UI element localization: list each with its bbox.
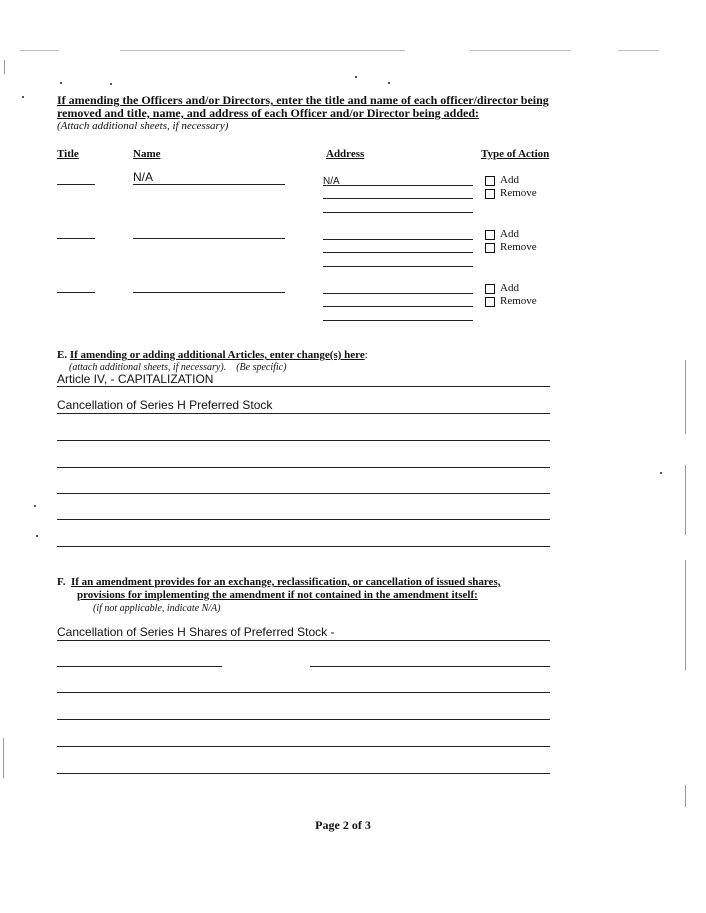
remove-label: Remove (500, 187, 537, 199)
column-header-title: Title (57, 148, 79, 160)
add-checkbox[interactable] (485, 284, 495, 294)
section-d-note: (Attach additional sheets, if necessary) (57, 120, 229, 132)
section-f-heading-text: If an amendment provides for an exchange, reclassification, or cancellation of issued shares, (70, 576, 501, 588)
scan-artifact-line (20, 50, 58, 51)
provision-rule-2b (310, 666, 550, 667)
scan-artifact-line (470, 50, 570, 51)
officer-address-line-3 (323, 320, 473, 321)
article-rule-5 (57, 493, 550, 494)
remove-checkbox[interactable] (485, 189, 495, 199)
scan-artifact-dot (60, 82, 62, 84)
remove-checkbox[interactable] (485, 297, 495, 307)
remove-label: Remove (500, 241, 537, 253)
column-header-type-of-action: Type of Action (481, 148, 550, 160)
officer-title-line (57, 292, 95, 293)
officer-name-field[interactable]: N/A (133, 170, 154, 184)
section-e-colon: : (364, 349, 368, 361)
article-line-2[interactable]: Cancellation of Series H Preferred Stock (57, 398, 273, 412)
section-e-heading-text: If amending or adding additional Articles, enter change(s) here (69, 349, 365, 361)
scan-artifact-mark (4, 60, 5, 74)
scan-artifact-line (120, 50, 405, 51)
scan-artifact-dot (34, 505, 36, 507)
section-f-heading-line2: provisions for implementing the amendment if not contained in the amendment itself: (77, 589, 478, 601)
provision-rule-5 (57, 746, 550, 747)
provision-rule-1 (57, 640, 550, 641)
remove-checkbox[interactable] (485, 243, 495, 253)
section-f-label: F. (57, 576, 66, 588)
officer-title-field[interactable] (57, 279, 95, 292)
provision-rule-6 (57, 773, 550, 774)
provision-rule-3 (57, 692, 550, 693)
scan-artifact-dot (22, 96, 24, 98)
remove-label: Remove (500, 295, 537, 307)
officer-address-line-1 (323, 293, 473, 294)
officer-title-line (57, 238, 95, 239)
officer-address-line-3 (323, 266, 473, 267)
officer-name-line (133, 292, 285, 293)
scan-artifact-dot (110, 83, 112, 85)
officer-title-field[interactable] (57, 171, 95, 184)
scan-artifact-dot (355, 76, 357, 78)
officer-address-line-1 (323, 239, 473, 240)
scan-artifact-dot (660, 472, 662, 474)
page-number: Page 2 of 3 (315, 818, 371, 832)
scan-artifact-mark (685, 785, 686, 807)
officer-address-line-1 (323, 185, 473, 186)
add-label: Add (500, 174, 519, 186)
scan-artifact-mark (3, 738, 4, 778)
scan-artifact-dot (36, 535, 38, 537)
article-rule-1 (57, 386, 550, 387)
add-checkbox[interactable] (485, 230, 495, 240)
scan-artifact-dot (388, 82, 390, 84)
officer-address-line-2 (323, 198, 473, 199)
officer-title-line (57, 184, 95, 185)
scan-artifact-mark (685, 360, 686, 434)
add-checkbox[interactable] (485, 176, 495, 186)
add-label: Add (500, 282, 519, 294)
section-e-label: E. (57, 349, 68, 361)
section-d-heading-line2: removed and title, name, and address of each Officer and/or Director being added: (57, 106, 479, 120)
section-e-heading (57, 349, 368, 361)
provision-rule-2a (57, 666, 222, 667)
article-line-1[interactable]: Article IV, - CAPITALIZATION (57, 372, 214, 386)
article-rule-2 (57, 413, 550, 414)
officer-name-line (133, 184, 285, 185)
provision-line-1[interactable]: Cancellation of Series H Shares of Preferred Stock - (57, 625, 335, 639)
scan-artifact-line (618, 50, 658, 51)
provision-rule-4 (57, 719, 550, 720)
officer-name-line (133, 238, 285, 239)
section-e-note2: (Be specific) (236, 362, 287, 373)
column-header-name: Name (133, 148, 161, 160)
article-rule-6 (57, 519, 550, 520)
add-label: Add (500, 228, 519, 240)
article-rule-4 (57, 467, 550, 468)
article-rule-3 (57, 440, 550, 441)
article-rule-7 (57, 546, 550, 547)
officer-address-line-2 (323, 306, 473, 307)
column-header-address: Address (326, 148, 365, 160)
section-f-heading-line1 (57, 576, 500, 588)
officer-address-line-2 (323, 252, 473, 253)
scan-artifact-mark (685, 560, 686, 670)
scan-artifact-mark (685, 465, 686, 535)
officer-address-line-3 (323, 212, 473, 213)
officer-address-field[interactable]: N/A (323, 176, 340, 187)
section-d-heading-line1: If amending the Officers and/or Directors, enter the title and name of each officer/director being (57, 93, 549, 107)
officer-title-field[interactable] (57, 225, 95, 238)
section-e-note1: (attach additional sheets, if necessary). (69, 362, 227, 373)
section-f-note: (if not applicable, indicate N/A) (93, 603, 221, 614)
